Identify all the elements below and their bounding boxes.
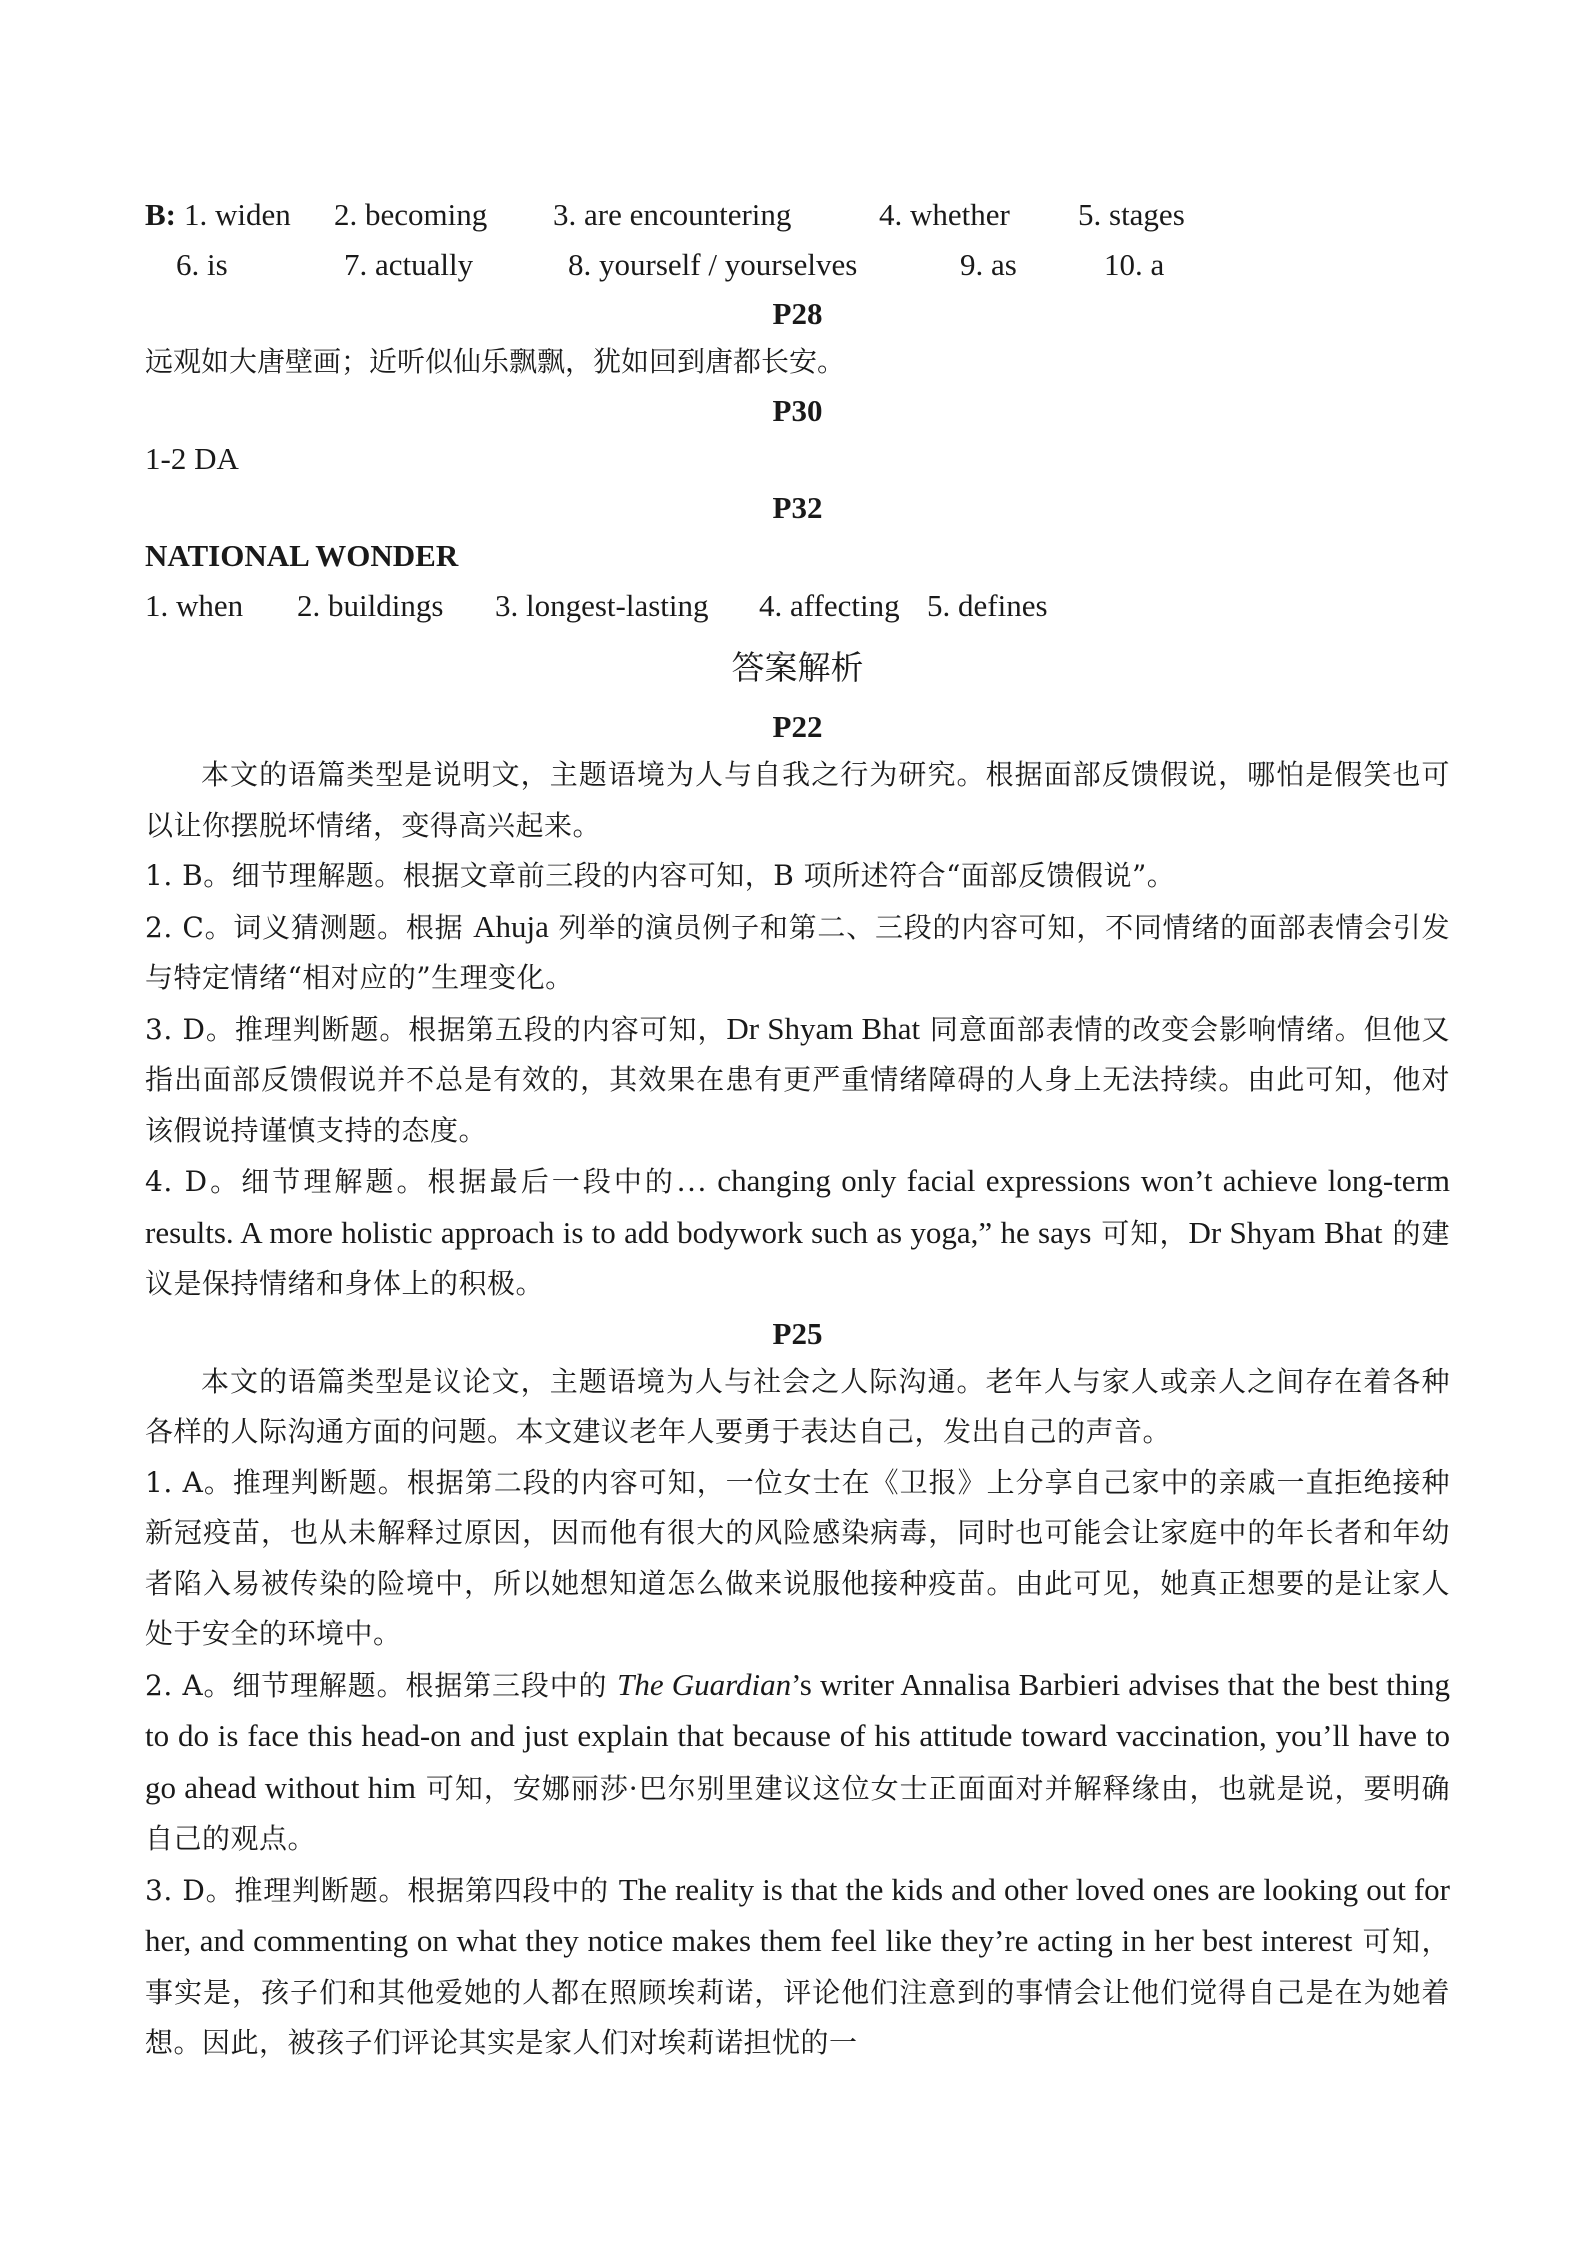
- analysis-title: 答案解析: [731, 648, 864, 687]
- section-heading-p30: P30: [772, 393, 823, 428]
- text-segment: The Guardian: [617, 1666, 792, 1702]
- answer-item: 7. actually: [344, 247, 474, 282]
- p30-answer: 1-2 DA: [145, 441, 239, 476]
- p25-q3: [145, 1865, 1450, 2069]
- p25-q1: 1. A。推理判断题。根据第二段的内容可知，一位女士在《卫报》上分享自己家中的亲戚一直拒绝接种新冠疫苗，也从未解释过原因，因而他有很大的风险感染病毒，同时也可能会让家庭中的年长者和年幼者陷入易被传染的险境中，所以她想知道怎么做来说服他接种疫苗。由此可见，她真正想要的是让家人处于安全的环境中。: [145, 1465, 1450, 1650]
- answer-item: 10. a: [1104, 247, 1165, 282]
- p22-q2: [145, 902, 1450, 1004]
- text-segment: 3. D。推理判断题。根据第四段中的: [145, 1873, 619, 1907]
- text-segment: 的建议是保持情绪和身体上的积极。: [145, 1216, 1451, 1300]
- text-segment: 可知，安娜丽莎·巴尔别里建议这位女士正面面对并解释缘由，也就是说，要明确自己的观点。: [145, 1771, 1450, 1855]
- p22-q4: [145, 1156, 1450, 1310]
- answers-b-label: B:: [145, 197, 176, 232]
- answer-item: 5. defines: [927, 588, 1048, 623]
- answer-item: 5. stages: [1078, 197, 1185, 232]
- text-segment: 2. A。细节理解题。根据第三段中的: [145, 1668, 618, 1702]
- text-segment: 4. D。细节理解题。根据最后一段中的: [145, 1165, 676, 1198]
- p22-q1: 1. B。细节理解题。根据文章前三段的内容可知，B 项所述符合“面部反馈假说”。: [145, 859, 1176, 892]
- text-segment: 同意面部表情的改变会影响情绪。但他又指出面部反馈假说并不总是有效的，其效果在患有更严重情绪障碍的人身上无法持续。由此可知，他对该假说持谨慎支持的态度。: [145, 1012, 1451, 1147]
- text-segment: … changing only facial expressions won’t achieve long-term results. A more holistic approach is to add bodywork such as yoga,” he says: [145, 1163, 1451, 1250]
- answer-item: 1. widen: [184, 197, 291, 232]
- answer-item: 1. when: [145, 588, 244, 623]
- answer-item: 6. is: [176, 247, 228, 282]
- section-heading-p32: P32: [772, 490, 823, 525]
- text-segment: 3. D。推理判断题。根据第五段的内容可知，: [145, 1012, 727, 1046]
- answer-item: 9. as: [960, 247, 1017, 282]
- answer-item: 4. whether: [879, 197, 1010, 232]
- text-segment: 2. C。词义猜测题。根据: [145, 910, 474, 944]
- p32-answers-row: [145, 581, 1450, 631]
- answer-item: 8. yourself / yourselves: [568, 247, 858, 282]
- text-segment: 列举的演员例子和第二、三段的内容可知，不同情绪的面部表情会引发与特定情绪“相对应的”生理变化。: [145, 910, 1450, 994]
- p25-intro: 本文的语篇类型是议论文，主题语境为人与社会之人际沟通。老年人与家人或亲人之间存在着各种各样的人际沟通方面的问题。本文建议老年人要勇于表达自己，发出自己的声音。: [145, 1364, 1450, 1448]
- answers-b-row-2: [145, 240, 1450, 290]
- section-heading-p22: P22: [772, 709, 823, 744]
- text-segment: The reality is that the kids and other loved ones are looking out for her, and commenting on what they notice makes them feel like they’re acting in her best interest: [145, 1871, 1451, 1958]
- answers-b-row-1: [145, 190, 1450, 240]
- text-segment: 可知，: [1091, 1216, 1189, 1250]
- text-segment: Dr Shyam Bhat: [1188, 1214, 1383, 1250]
- p22-intro: 本文的语篇类型是说明文，主题语境为人与自我之行为研究。根据面部反馈假说，哪怕是假笑也可以让你摆脱坏情绪，变得高兴起来。: [145, 758, 1450, 842]
- text-segment: Ahuja: [473, 908, 549, 944]
- section-heading-p28: P28: [772, 296, 823, 331]
- text-segment: ’s writer Annalisa Barbieri advises that the best thing to do is face this head-on and just explain that because of his attitude toward vaccination, you’ll have to go ahead without him: [145, 1666, 1450, 1805]
- answer-item: 4. affecting: [759, 588, 900, 623]
- text-segment: 可知，事实是，孩子们和其他爱她的人都在照顾埃莉诺，评论他们注意到的事情会让他们觉得自己是在为她着想。因此，被孩子们评论其实是家人们对埃莉诺担忧的一: [145, 1925, 1451, 2059]
- p22-q3: [145, 1004, 1450, 1157]
- answer-item: 3. longest-lasting: [495, 588, 709, 623]
- answer-item: 2. buildings: [297, 588, 444, 623]
- answer-item: 3. are encountering: [553, 197, 792, 232]
- section-heading-p25: P25: [772, 1315, 823, 1351]
- p25-q2: [145, 1660, 1450, 1865]
- answer-item: 2. becoming: [334, 197, 488, 232]
- answer-page: [145, 190, 1450, 2069]
- text-segment: Dr Shyam Bhat: [726, 1010, 921, 1046]
- p28-answer: 远观如大唐壁画；近听似仙乐飘飘，犹如回到唐都长安。: [145, 345, 846, 378]
- p32-title: NATIONAL WONDER: [145, 538, 459, 573]
